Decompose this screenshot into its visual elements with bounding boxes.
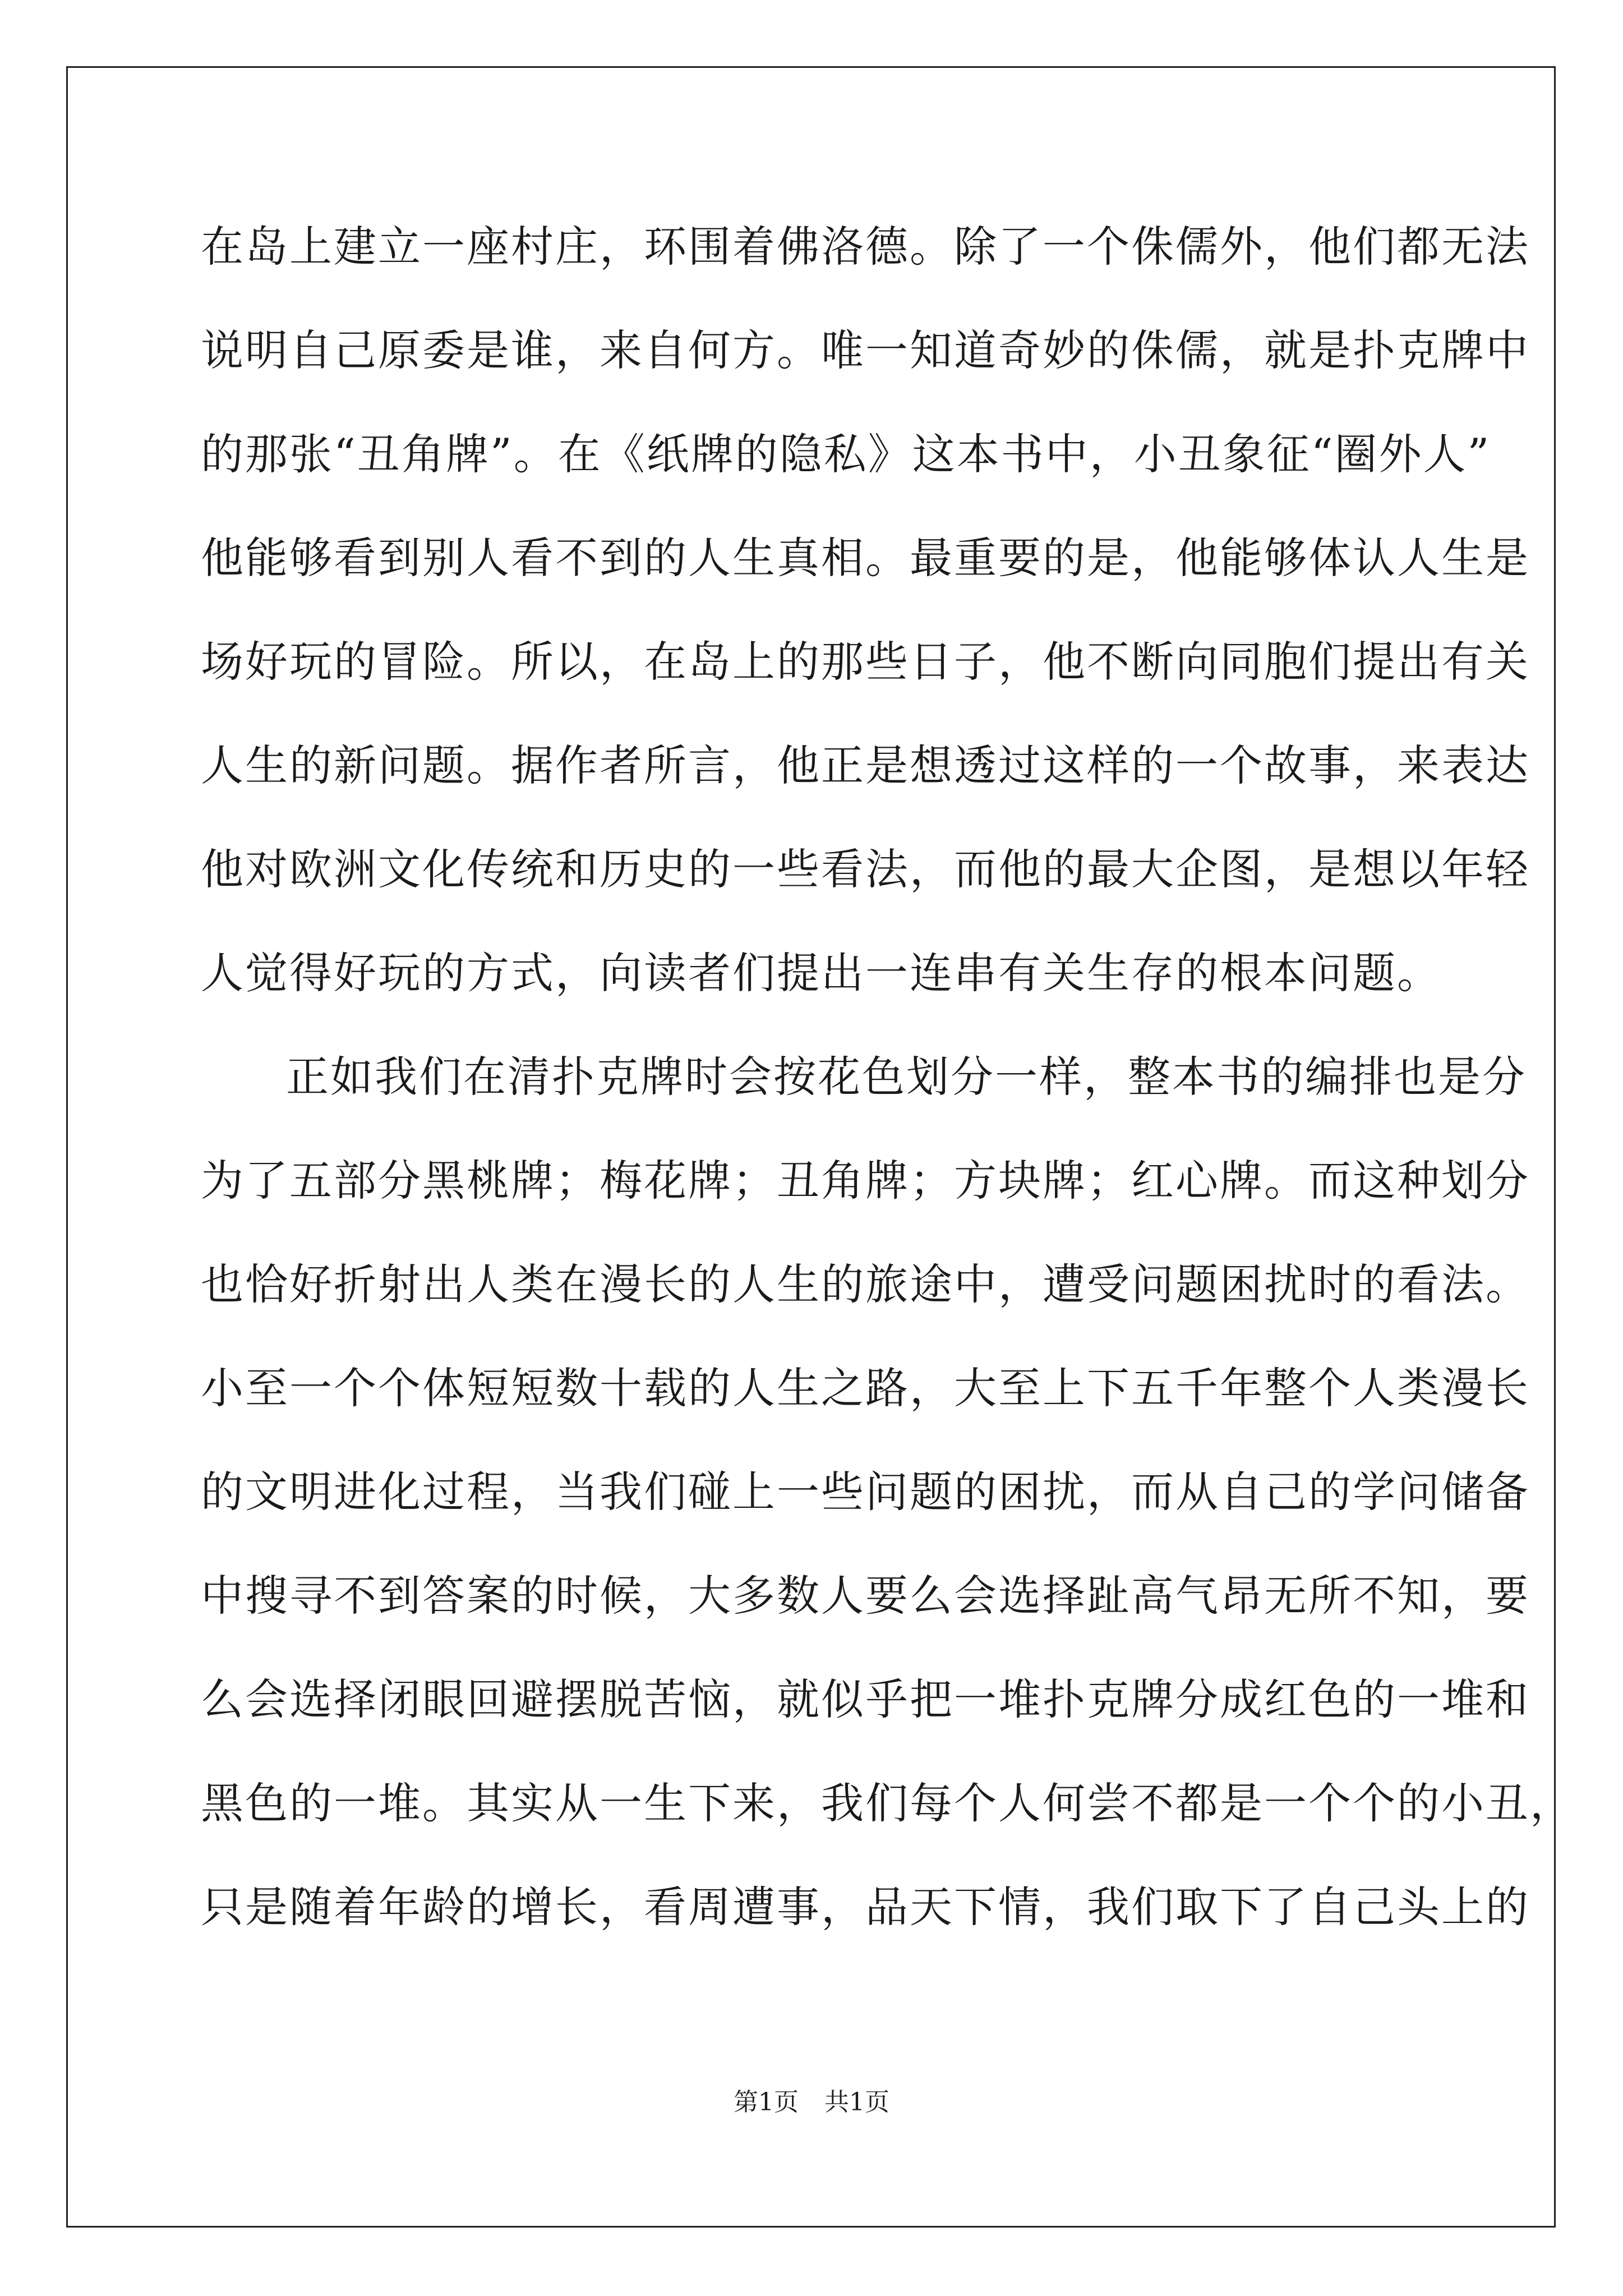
text-line: 场好玩的冒险。所以，在岛上的那些日子，他不断向同胞们提出有关 xyxy=(201,637,1530,687)
text-line: 为了五部分黑桃牌；梅花牌；丑角牌；方块牌；红心牌。而这种划分 xyxy=(201,1156,1530,1205)
page-footer xyxy=(0,2086,1623,2119)
text-line: 小至一个个体短短数十载的人生之路，大至上下五千年整个人类漫长 xyxy=(201,1363,1530,1413)
text-line: 他能够看到别人看不到的人生真相。最重要的是，他能够体认人生是 xyxy=(201,533,1530,583)
text-line: 人生的新问题。据作者所言，他正是想透过这样的一个故事，来表达 xyxy=(201,740,1530,790)
text-line: 说明自己原委是谁，来自何方。唯一知道奇妙的侏儒，就是扑克牌中 xyxy=(201,325,1530,375)
text-line: 么会选择闭眼回避摆脱苦恼，就似乎把一堆扑克牌分成红色的一堆和 xyxy=(201,1674,1530,1724)
page-total: 共1页 xyxy=(824,2088,889,2116)
text-line: 人觉得好玩的方式，向读者们提出一连串有关生存的根本问题。 xyxy=(201,948,1441,998)
text-line: 在岛上建立一座村庄，环围着佛洛德。除了一个侏儒外，他们都无法 xyxy=(201,222,1530,272)
text-line: 只是随着年龄的增长，看周遭事，品天下情，我们取下了自己头上的 xyxy=(201,1882,1530,1932)
text-line: 也恰好折射出人类在漫长的人生的旅途中，遭受问题困扰时的看法。 xyxy=(201,1259,1530,1309)
text-line: 黑色的一堆。其实从一生下来，我们每个人何尝不都是一个个的小丑， xyxy=(201,1778,1574,1828)
text-line-indented: 正如我们在清扑克牌时会按花色划分一样，整本书的编排也是分 xyxy=(286,1052,1527,1102)
text-line: 的那张“丑角牌”。在《纸牌的隐私》这本书中，小丑象征“圈外人” xyxy=(201,429,1491,479)
text-line: 中搜寻不到答案的时候，大多数人要么会选择趾高气昂无所不知，要 xyxy=(201,1571,1530,1621)
text-line: 的文明进化过程，当我们碰上一些问题的困扰，而从自己的学问储备 xyxy=(201,1467,1530,1517)
text-line: 他对欧洲文化传统和历史的一些看法，而他的最大企图，是想以年轻 xyxy=(201,844,1530,894)
page-number: 第1页 xyxy=(734,2088,799,2116)
document-body xyxy=(201,219,1574,1983)
